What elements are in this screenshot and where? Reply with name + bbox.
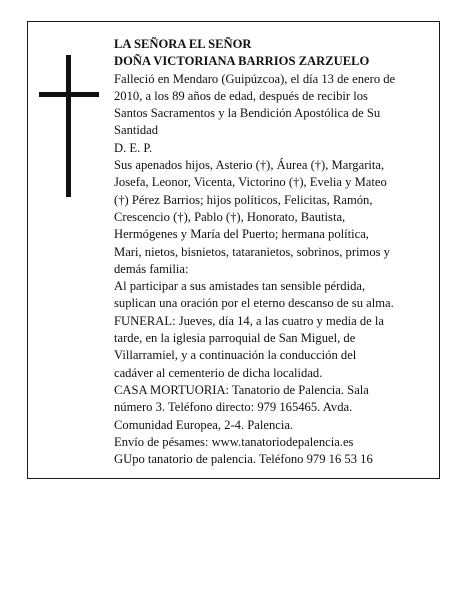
obituary-notice bbox=[27, 21, 440, 479]
cross-icon-horizontal-bar bbox=[39, 92, 99, 97]
notice-text bbox=[114, 36, 435, 468]
notice-line: Santidad bbox=[114, 123, 159, 138]
rip-line: D. E. P. bbox=[114, 140, 153, 155]
contact-line: GUpo tanatorio de palencia. Teléfono 979 16 53 16 bbox=[114, 452, 373, 467]
notice-line: 2010, a los 89 años de edad, después de recibir los bbox=[114, 88, 368, 103]
notice-line: Comunidad Europea, 2-4. Palencia. bbox=[114, 417, 294, 432]
notice-line: Sus apenados hijos, Asterio (†), Áurea (†), Margarita, bbox=[114, 158, 385, 173]
cross-icon-vertical-bar bbox=[66, 55, 71, 197]
notice-line: Mari, nietos, bisnietos, tataranietos, sobrinos, primos y bbox=[114, 244, 390, 259]
funeral-line: FUNERAL: Jueves, día 14, a las cuatro y media de la bbox=[114, 313, 384, 328]
notice-line: Josefa, Leonor, Vicenta, Victorino (†), Evelia y Mateo bbox=[114, 175, 387, 190]
notice-line: Crescencio (†), Pablo (†), Honorato, Bautista, bbox=[114, 209, 346, 224]
mortuary-line: CASA MORTUORIA: Tanatorio de Palencia. Sala bbox=[114, 382, 369, 397]
notice-line: suplican una oración por el eterno descanso de su alma. bbox=[114, 296, 394, 311]
notice-line: número 3. Teléfono directo: 979 165465. Avda. bbox=[114, 400, 353, 415]
deceased-name: DOÑA VICTORIANA BARRIOS ZARZUELO bbox=[114, 54, 370, 69]
notice-line: Hermógenes y María del Puerto; hermana política, bbox=[114, 227, 369, 242]
notice-line: demás familia: bbox=[114, 261, 189, 276]
notice-line: tarde, en la iglesia parroquial de San Miguel, de bbox=[114, 331, 356, 346]
notice-line: Villarramiel, y a continuación la conducción del bbox=[114, 348, 357, 363]
notice-line: Santos Sacramentos y la Bendición Apostólica de Su bbox=[114, 106, 381, 121]
notice-line: Falleció en Mendaro (Guipúzcoa), el día 13 de enero de bbox=[114, 71, 396, 86]
notice-line: cadáver al cementerio de dicha localidad. bbox=[114, 365, 323, 380]
notice-heading: LA SEÑORA EL SEÑOR bbox=[114, 37, 252, 51]
notice-line: Al participar a sus amistades tan sensible pérdida, bbox=[114, 279, 366, 294]
condolences-line: Envío de pésames: www.tanatoriodepalencia.es bbox=[114, 434, 354, 449]
notice-line: (†) Pérez Barrios; hijos políticos, Felicitas, Ramón, bbox=[114, 192, 373, 207]
